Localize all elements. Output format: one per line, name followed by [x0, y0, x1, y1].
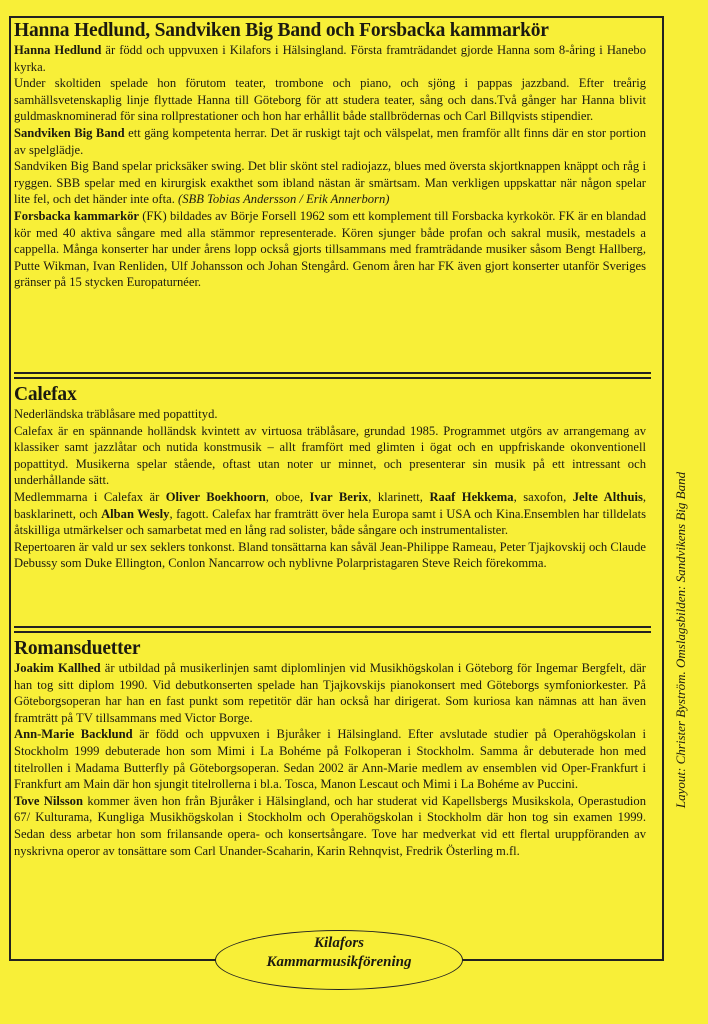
section-title: Calefax [14, 384, 77, 405]
member-name: Alban Wesly [101, 506, 170, 521]
section-title: Romansduetter [14, 638, 141, 659]
side-credit: Layout: Christer Byström. Omslagsbilden: Sandvikens Big Band [673, 471, 688, 809]
section-body [14, 406, 646, 572]
paragraph: Repertoaren är vald ur sex seklers tonkonst. Bland tonsättarna kan såväl Jean-Philippe Rameau, Peter Tjajkovskij och Claude Debussy som Duke Ellington, Conlon Nancarrow och nyblivne Polarpristagaren Steve Reich förekomma. [14, 539, 646, 571]
name-bold: Ann-Marie Backlund [14, 727, 133, 742]
section-divider [14, 372, 651, 379]
paragraph: Ann-Marie Backlund är född och uppvuxen i Bjuråker i Hälsingland. Efter avslutade studier på Operahögskolan i Stockholm 1999 debuterade hon som Mimi i La Bohéme på Folkoperan i Stockholm. Samma år debuterade hon med titelrollen i Madama Butterfly på Göteborgsoperan. Sedan 2002 är Ann-Marie medlem av ensemblen vid Oper-Frankfurt i Frankfurt am Main där hon sjungit titelrollerna i bl.a. Tosca, Manon Lescaut och Mimi i La Bohéme av Puccini. [14, 727, 647, 792]
section-romansduetter [14, 638, 646, 859]
paragraph: Under skoltiden spelade hon förutom teater, trombone och piano, och sjöng i pappas jazzband. Efter treårig samhällsvetenskaplig linje flyttade Hanna till Göteborg för att studera teater, sång och dans.Två gånger har Hanna blivit guldmasknominerad för sina rollprestationer och hon har erhållit både stallbrödernas och Carl Billqvists stipendier. [14, 76, 646, 124]
kilafors-logo [215, 930, 463, 990]
name-bold: Joakim Kallhed [14, 661, 101, 675]
logo-line1: Kilafors [313, 935, 364, 951]
member-name: Ivar Berix [309, 489, 369, 504]
name-bold: Sandviken Big Band [14, 125, 125, 140]
paragraph: Calefax är en spännande holländsk kvintett av virtuosa träblåsare, grundad 1985. Programmet utgörs av arrangemang av klassiker samt jazzlåtar och nutida konstmusik – allt framfört med glimten i ögat och en uppfriskande okonventionell popattityd. Musikerna spelar stående, oftast utan noter ur minnet, och presenterar sin musik på ett intressant och underhållande sätt. [14, 423, 646, 488]
name-bold: Forsbacka kammarkör [14, 208, 139, 223]
paragraph: Tove Nilsson kommer även hon från Bjuråker i Hälsingland, och har studerat vid Kapellsbergs Musikskola, Operastudion 67/ Kulturama, Kungliga Musikhögskolan i Stockholm och Operahögskolan i Stockholm där hon tog sin examen 1999. Sedan dess arbetar hon som frilansande opera- och konsertsångare. Tove har medverkat vid ett flertal uruppföranden av nyskrivna operor av tonsättare som Carl Unander-Scaharin, Karin Rehnqvist, Fredrik Österling m.fl. [14, 793, 646, 858]
section-divider [14, 626, 651, 633]
section-title: Hanna Hedlund, Sandviken Big Band och Forsbacka kammarkör [14, 20, 549, 41]
paragraph: Joakim Kallhed är utbildad på musikerlinjen samt diplomlinjen vid Musikhögskolan i Göteborg för Ingemar Bergfelt, där han tog sitt diplom 1990. Vid debutkonserten spelade han Tjajkovskijs pianokonsert med Göteborgs symfoniorkester. På Göteborgsoperan har han en fast punkt som repetitör där han också har dirigerat. Som kuriosa kan nämnas att han även framträtt på TV tillsammans med Victor Borge. [14, 661, 646, 725]
paragraph: Medlemmarna i Calefax är Oliver Boekhoorn, oboe, Ivar Berix, klarinett, Raaf Hekkema, saxofon, Jelte Althuis, basklarinett, och Alban Wesly, fagott. Calefax har framträtt över hela Europa samt i USA och Kina.Ensemblen har tilldelats åtskilliga utmärkelser och samarbetat med en lång rad solister, både sångare och instrumentalister. [14, 489, 647, 538]
logo-line2: Kammarmusikförening [266, 954, 412, 970]
member-name: Jelte Althuis [572, 489, 643, 504]
section-hanna-hedlund [14, 20, 646, 291]
member-name: Oliver Boekhoorn [165, 489, 266, 504]
paragraph: Nederländska träblåsare med popattityd. [14, 407, 218, 421]
paragraph: Sandviken Big Band ett gäng kompetenta herrar. Det är ruskigt tajt och välspelat, men framför allt finns där en stor portion av spelglädje. [14, 125, 646, 157]
section-body [14, 660, 646, 859]
paragraph: Hanna Hedlund är född och uppvuxen i Kilafors i Hälsingland. Första framträdandet gjorde Hanna som 8-åring i Hanebo kyrka. [14, 43, 647, 74]
section-body [14, 42, 646, 291]
section-calefax [14, 384, 646, 572]
paragraph: Sandviken Big Band spelar pricksäker swing. Det blir skönt stel radiojazz, blues med översta skjortknappen knäppt och råg i ryggen. SBB spelar med en kirurgisk exakthet som ibland nästan är smärtsam. Man verkligen uppskattar när någon spelar lite fel, och det händer inte ofta. (SBB Tobias Andersson / Erik Annerborn) [14, 159, 646, 207]
name-bold: Tove Nilsson [14, 793, 83, 808]
paragraph: Forsbacka kammarkör (FK) bildades av Börje Forsell 1962 som ett komplement till Forsbacka kyrkokör. FK är en blandad kör med 40 aktiva sångare med alla stämmor representerade. Kören sjunger både profan och sakral musik, mestadels a cappella. Många konserter har under årens lopp också gjorts tillsammans med framträdande musiker såsom Bengt Hallberg, Putte Wikman, Ivan Renliden, Ulf Johansson och Johan Stengård. Genom åren har FK även gjort konserter utanför Sveriges gränser på 15 stycken Europaturnéer. [14, 208, 646, 290]
member-name: Raaf Hekkema [429, 489, 514, 504]
name-bold: Hanna Hedlund [14, 43, 102, 57]
credit-italic: (SBB Tobias Andersson / Erik Annerborn) [178, 192, 390, 207]
